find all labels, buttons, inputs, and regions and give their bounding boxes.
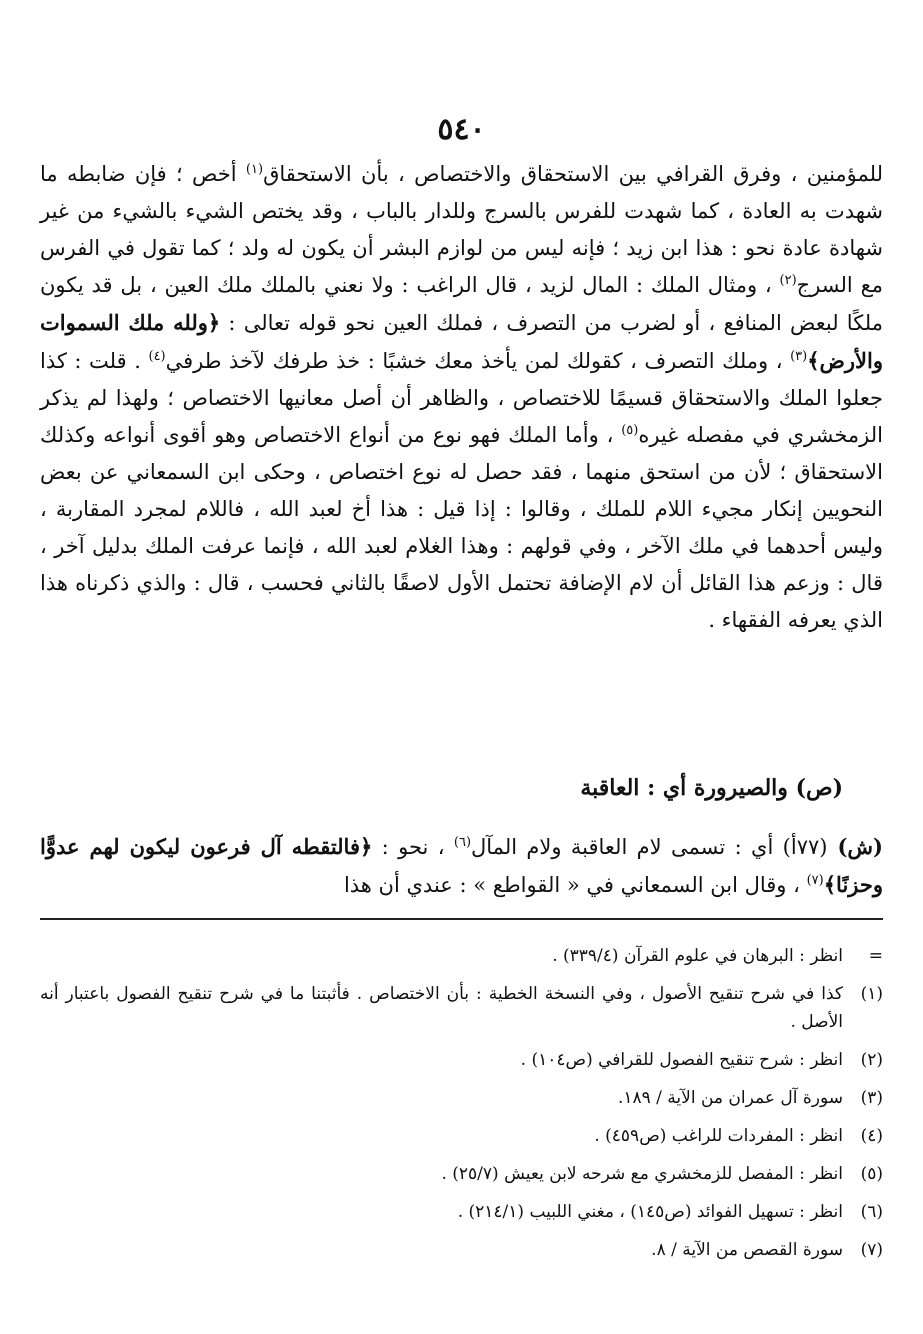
- page-number: ٥٤٠: [437, 112, 486, 147]
- text-run: . قلت : كذا جعلوا الملك والاستحقاق قسيمًا للاختصاص ، والظاهر أن أصل معانيها الاختصاص ؛ ولهذا لم يذكر الزمخشري في مفصله غيره: [40, 349, 883, 447]
- footnote-ref[interactable]: (٥): [621, 423, 639, 438]
- text-run: ، نحو :: [372, 835, 454, 859]
- footnote-item: [40, 1160, 883, 1188]
- text-run: ، وملك التصرف ، كقولك لمن يأخذ معك خشبًا : خذ طرفك لآخذ طرفي: [165, 349, 791, 373]
- footnote-item: [40, 980, 883, 1036]
- footnote-text: سورة آل عمران من الآية / ١٨٩.: [617, 1088, 843, 1108]
- footnote-number: (٤): [860, 1126, 883, 1146]
- quran-verse: ﴿فالتقطه آل فرعون ليكون لهم عدوًّا وحزنًا﴾: [40, 834, 883, 897]
- footnote-text: انظر : المفردات للراغب (ص٤٥٩) .: [594, 1126, 843, 1146]
- footnote-number: (٣): [860, 1088, 883, 1108]
- footnote-item: [40, 942, 883, 970]
- text-run: ، ومثال الملك : المال لزيد ، قال الراغب : ولا نعني بالملك ملك العين ، بل قد يكون ملكًا لبعض المنافع ، أو لضرب من التصرف ، فملك العين نحو قوله تعالى :: [40, 273, 884, 335]
- footnote-ref[interactable]: (٣): [790, 349, 808, 364]
- text-run: أي : تسمى لام العاقبة ولام المآل: [471, 835, 783, 859]
- footnote-ref[interactable]: (٤): [148, 349, 166, 364]
- footnote-ref[interactable]: (٧): [806, 873, 824, 888]
- text-run: أخص ؛ فإن ضابطه ما شهدت به العادة ، كما شهدت للفرس بالسرج وللدار بالباب ، وقد يختص الشيء بالشيء من غير شهادة عادة نحو : هذا ابن زيد ؛ فإنه ليس من لوازم البشر أن يكون له ولد ؛ كما تقول في الفرس مع السرج: [40, 162, 883, 297]
- footnote-text: انظر : المفصل للزمخشري مع شرحه لابن يعيش (٢٥/٧) .: [441, 1164, 843, 1184]
- section-heading: (ص) والصيرورة أي : العاقبة: [580, 775, 843, 801]
- footnotes-block: [40, 942, 883, 1274]
- footnote-ref[interactable]: (٦): [453, 835, 472, 850]
- footnote-number: (١): [860, 984, 883, 1004]
- footnote-separator: [40, 918, 883, 920]
- quran-verse: ﴿ولله ملك السموات والأرض﴾: [40, 310, 884, 373]
- footnote-text: انظر : شرح تنقيح الفصول للقرافي (ص١٠٤) .: [520, 1050, 843, 1070]
- body-paragraph: [40, 156, 883, 639]
- footnote-item: [40, 1236, 883, 1264]
- footnote-text: انظر : البرهان في علوم القرآن (٣٣٩/٤) .: [552, 946, 843, 966]
- commentary-marker: (ش): [827, 834, 883, 859]
- footnote-item: [40, 1084, 883, 1112]
- commentary-text-block: [40, 828, 883, 904]
- footnote-item: [40, 1198, 883, 1226]
- footnote-continuation-mark: =: [868, 946, 883, 966]
- footnote-item: [40, 1046, 883, 1074]
- footnote-ref[interactable]: (٢): [779, 273, 797, 288]
- footnote-item: [40, 1122, 883, 1150]
- manuscript-folio-ref: (٧٧أ): [782, 835, 828, 859]
- text-run: للمؤمنين ، وفرق القرافي بين الاستحقاق والاختصاص ، بأن الاستحقاق: [263, 162, 883, 186]
- footnote-ref[interactable]: (١): [245, 162, 264, 177]
- footnote-number: (٥): [860, 1164, 883, 1184]
- footnote-number: (٦): [860, 1202, 883, 1222]
- text-run: ، وقال ابن السمعاني في « القواطع » : عندي أن هذا: [343, 873, 807, 897]
- text-run: ، وأما الملك فهو نوع من أنواع الاختصاص وهو أقوى أنواعه وكذلك الاستحقاق ؛ لأن من استحق منهما ، فقد حصل له نوع اختصاص ، وحكى ابن السمعاني عن بعض النحويين إنكار مجيء اللام للملك ، وقالوا : إذا قيل : هذا أخ لعبد الله ، فاللام لمجرد المقاربة ، وليس أحدهما في ملك الآخر ، وفي قولهم : وهذا الغلام لعبد الله ، فإنما عرفت الملك بدليل آخر ، قال : وزعم هذا القائل أن لام الإضافة تحتمل الأول لاصقًا بالثاني فحسب ، قال : والذي ذكرناه هذا الذي يعرفه الفقهاء .: [40, 423, 883, 632]
- footnote-number: (٧): [860, 1240, 883, 1260]
- body-paragraph: [40, 828, 883, 904]
- main-text-block: [40, 156, 883, 639]
- footnote-text: كذا في شرح تنقيح الأصول ، وفي النسخة الخطية : بأن الاختصاص . فأثبتنا ما في شرح تنقيح الفصول باعتبار أنه الأصل .: [40, 984, 843, 1032]
- document-page: [40, 0, 883, 1334]
- footnote-text: سورة القصص من الآية / ٨.: [651, 1240, 843, 1260]
- footnote-number: (٢): [860, 1050, 883, 1070]
- footnote-text: انظر : تسهيل الفوائد (ص١٤٥) ، مغني اللبيب (٢١٤/١) .: [457, 1202, 843, 1222]
